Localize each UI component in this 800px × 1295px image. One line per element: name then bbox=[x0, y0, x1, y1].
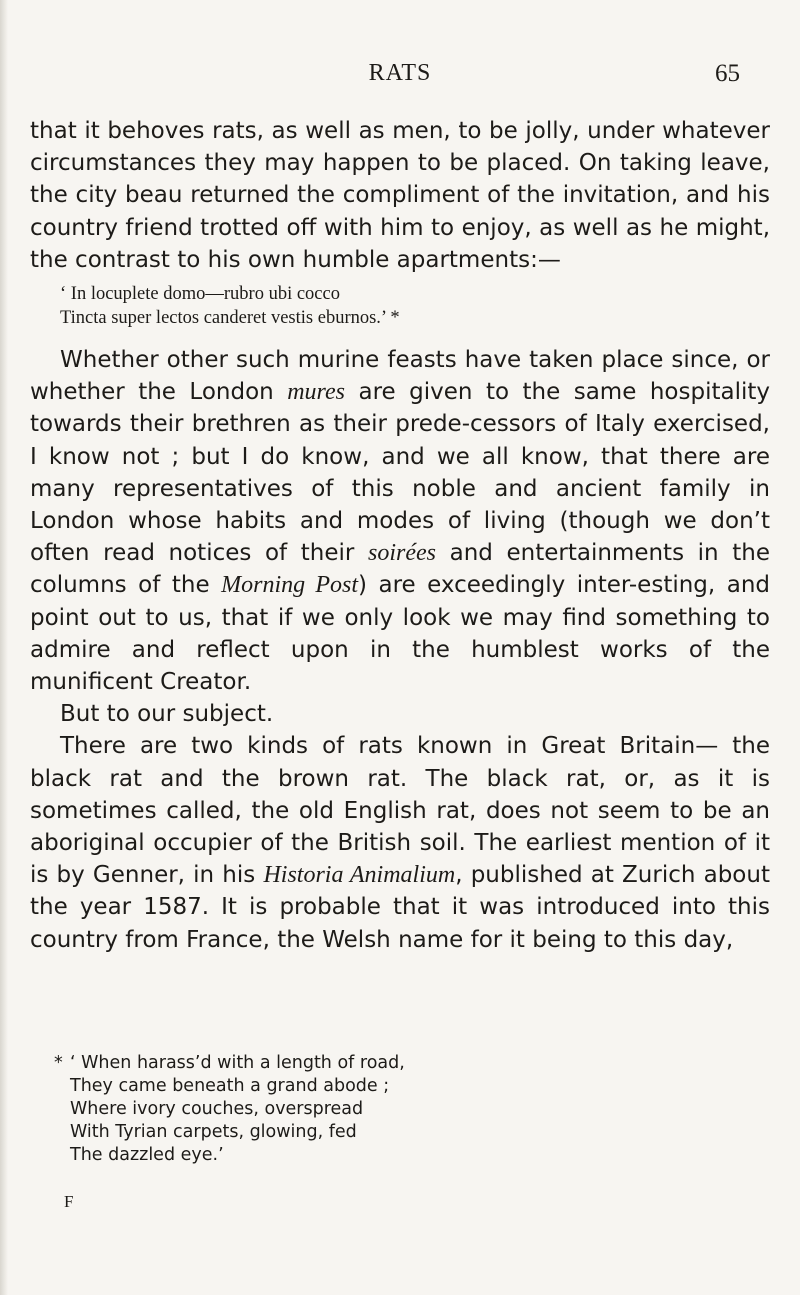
signature-mark: F bbox=[64, 1192, 74, 1211]
running-title: RATS bbox=[368, 60, 432, 86]
italic-mures: mures bbox=[287, 379, 345, 406]
paragraph-4-part-b: , published at Zurich about the year 1587. It is probable that it was introduced into this country from France, the Welsh name for it being to this day, bbox=[30, 862, 770, 953]
paragraph-2 bbox=[30, 344, 770, 698]
quote-line-1: ‘ In locuplete domo—rubro ubi cocco bbox=[60, 284, 340, 305]
italic-soirees: soirées bbox=[367, 540, 436, 567]
quote-line-2: Tincta super lectos canderet vestis eburnos.’ * bbox=[60, 308, 400, 329]
paragraph-2-part-c: and entertainments in the columns of the bbox=[30, 540, 770, 599]
page-number: 65 bbox=[715, 60, 740, 87]
footnote-line-1 bbox=[54, 1052, 710, 1075]
italic-historia-animalium: Historia Animalium bbox=[263, 862, 456, 889]
footnote-line-3: Where ivory couches, overspread bbox=[70, 1099, 364, 1119]
paragraph-2-part-a: Whether other such murine feasts have taken place since, or whether the London bbox=[30, 347, 770, 406]
paragraph-3: But to our subject. bbox=[60, 701, 274, 728]
page-edge-shadow bbox=[0, 0, 8, 1295]
italic-morning-post: Morning Post bbox=[221, 572, 358, 599]
paragraph-2-part-d: ) are exceedingly inter-esting, and point out to us, that if we only look we may find something to admire and reflect upon in the humblest works of the munificent Creator. bbox=[30, 572, 770, 696]
paragraph-2-part-b: are given to the same hospitality towards their brethren as their prede-cessors of Italy exercised, I know not ; but I do know, and we all know, that there are many representatives of this noble and ancient family in London whose habits and modes of living (though we don’t often read notices of their bbox=[30, 379, 770, 567]
footnote-mark: * bbox=[54, 1053, 63, 1073]
latin-quote bbox=[60, 282, 770, 330]
body-text bbox=[30, 115, 770, 956]
page-header bbox=[30, 60, 770, 100]
footnote-line-5: The dazzled eye.’ bbox=[70, 1145, 224, 1165]
paragraph-4 bbox=[30, 730, 770, 955]
footnote-line-1-text: ‘ When harass’d with a length of road, bbox=[70, 1053, 405, 1073]
footnote-line-2: They came beneath a grand abode ; bbox=[70, 1076, 390, 1096]
paragraph-4-part-a: There are two kinds of rats known in Great Britain— the black rat and the brown rat. The black rat, or, as it is sometimes called, the old English rat, does not seem to be an aboriginal occupier of the British soil. The earliest mention of it is by Genner, in his bbox=[30, 733, 770, 889]
footnote bbox=[54, 1052, 710, 1167]
paragraph-1: that it behoves rats, as well as men, to be jolly, under whatever circumstances they may happen to be placed. On taking leave, the city beau returned the compliment of the invitation, and his country friend trotted off with him to enjoy, as well as he might, the contrast to his own humble apartments:— bbox=[30, 118, 770, 273]
footnote-line-4: With Tyrian carpets, glowing, fed bbox=[70, 1122, 357, 1142]
